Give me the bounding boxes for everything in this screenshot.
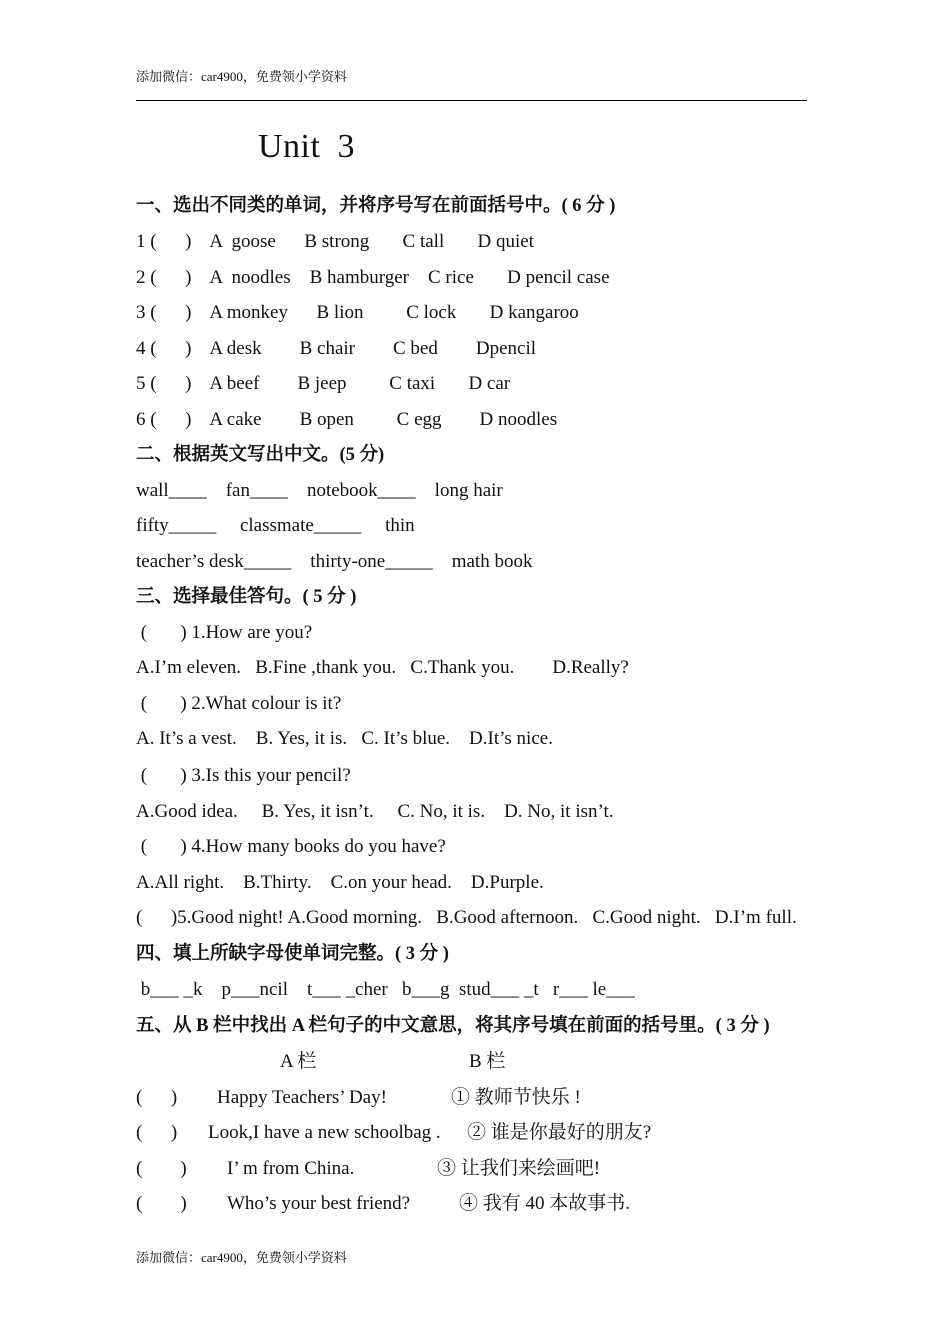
section4-words: b___ _k p___ncil t___ _cher b___g stud___ _t r___ le___ [136,979,635,1000]
match-chinese: ④ 我有 40 本故事书. [459,1193,631,1214]
match-bracket: ( ) [136,1193,187,1214]
header-note: 添加微信：car4900，免费领小学资料 [136,69,347,84]
match-english: Look,I have a new schoolbag . [208,1122,441,1143]
column-a-label: A 栏 [280,1051,317,1072]
section3-options: A.Good idea. B. Yes, it isn’t. C. No, it is. D. No, it isn’t. [136,801,614,822]
match-bracket: ( ) [136,1158,187,1179]
match-english: Happy Teachers’ Day! [217,1087,387,1108]
match-english: Who’s your best friend? [227,1193,411,1214]
section3-options: A.All right. B.Thirty. C.on your head. D.Purple. [136,872,544,893]
section3-heading: 三、选择最佳答句。( 5 分 ) [136,587,357,607]
header-divider [136,100,807,101]
section1-item: 5 ( ) A beef B jeep C taxi D car [136,373,511,394]
section1-heading: 一、选出不同类的单词，并将序号写在前面括号中。( 6 分 ) [136,196,616,216]
section3-question: ( ) 4.How many books do you have? [136,836,446,857]
section2-line: wall____ fan____ notebook____ long hair [136,480,503,501]
footer-note: 添加微信：car4900，免费领小学资料 [136,1250,347,1265]
match-bracket: ( ) [136,1122,178,1143]
section2-line: teacher’s desk_____ thirty-one_____ math book [136,551,533,572]
section1-item: 6 ( ) A cake B open C egg D noodles [136,409,558,430]
match-english: I’ m from China. [227,1158,355,1179]
page-title: Unit 3 [258,128,355,165]
section3-question-with-options: ( )5.Good night! A.Good morning. B.Good afternoon. C.Good night. D.I’m full. [136,907,797,928]
section3-options: A. It’s a vest. B. Yes, it is. C. It’s blue. D.It’s nice. [136,728,553,749]
section4-heading: 四、填上所缺字母使单词完整。( 3 分 ) [136,944,449,964]
section5-heading: 五、从 B 栏中找出 A 栏句子的中文意思，将其序号填在前面的括号里。( 3 分 ) [136,1016,770,1036]
section1-item: 1 ( ) A goose B strong C tall D quiet [136,231,534,252]
section1-item: 2 ( ) A noodles B hamburger C rice D pencil case [136,267,610,288]
section2-line: fifty_____ classmate_____ thin [136,515,415,536]
match-bracket: ( ) [136,1087,178,1108]
match-chinese: ① 教师节快乐 ! [451,1087,581,1108]
section1-item: 4 ( ) A desk B chair C bed Dpencil [136,338,537,359]
section3-options: A.I’m eleven. B.Fine ,thank you. C.Thank you. D.Really? [136,657,629,678]
match-chinese: ② 谁是你最好的朋友? [467,1122,652,1143]
section1-item: 3 ( ) A monkey B lion C lock D kangaroo [136,302,579,323]
column-b-label: B 栏 [469,1051,506,1072]
section3-question: ( ) 1.How are you? [136,622,313,643]
match-chinese: ③ 让我们来绘画吧! [437,1158,601,1179]
section2-heading: 二、根据英文写出中文。(5 分) [136,445,385,465]
section3-question: ( ) 3.Is this your pencil? [136,765,351,786]
section3-question: ( ) 2.What colour is it? [136,693,342,714]
